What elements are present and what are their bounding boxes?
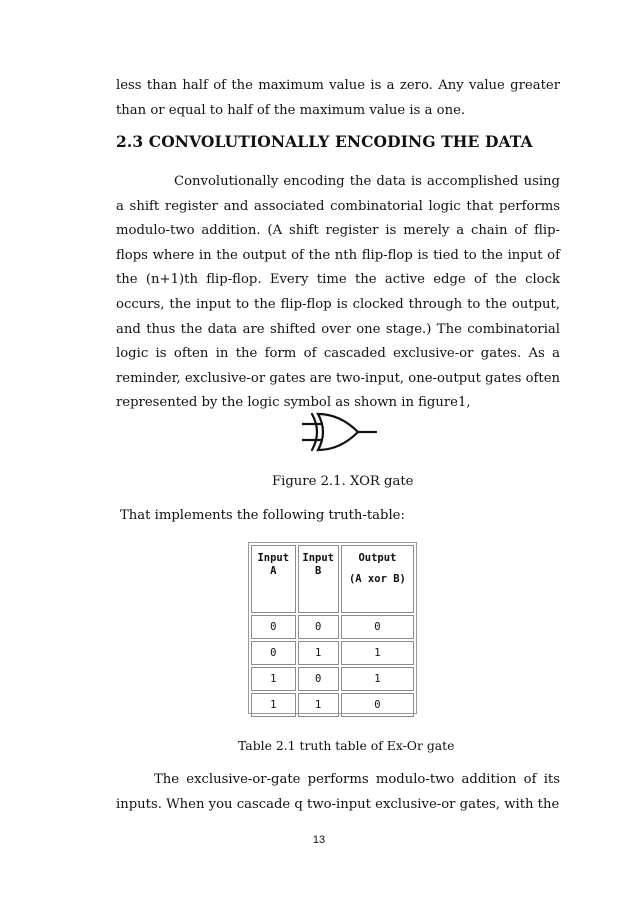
cell-output: 1 [341, 641, 414, 665]
cell-a: 1 [251, 667, 296, 691]
header-input-b-line1: Input [302, 552, 334, 564]
section-heading: 2.3 CONVOLUTIONALLY ENCODING THE DATA [116, 132, 533, 151]
cell-output: 0 [341, 693, 414, 717]
table-row [251, 641, 414, 665]
paragraph-modulo-two: The exclusive-or-gate performs modulo-two addition of its inputs. When you cascade q two-input exclusive-or gates, with the [116, 772, 560, 812]
header-output-line2: (A xor B) [348, 573, 406, 585]
header-input-b-line2: B [315, 565, 322, 577]
cell-a: 0 [251, 641, 296, 665]
header-input-a-line2: A [270, 565, 277, 577]
table-row [251, 615, 414, 639]
xor-gate-icon [302, 410, 378, 454]
truth-table-intro: That implements the following truth-table: [120, 508, 405, 523]
header-input-b [298, 545, 339, 613]
cell-b: 1 [298, 693, 339, 717]
paragraph-intro: less than half of the maximum value is a zero. Any value greater than or equal to half of the maximum value is a one. [116, 78, 560, 118]
figure-caption: Figure 2.1. XOR gate [272, 474, 414, 489]
header-output-line1: Output [358, 552, 397, 564]
cell-output: 1 [341, 667, 414, 691]
header-input-a [251, 545, 296, 613]
cell-b: 0 [298, 615, 339, 639]
table-caption: Table 2.1 truth table of Ex-Or gate [238, 738, 455, 753]
cell-a: 1 [251, 693, 296, 717]
page-number: 13 [312, 834, 326, 846]
header-output [341, 545, 414, 613]
cell-output: 0 [341, 615, 414, 639]
cell-a: 0 [251, 615, 296, 639]
cell-b: 1 [298, 641, 339, 665]
cell-b: 0 [298, 667, 339, 691]
truth-table-header [251, 545, 414, 613]
table-row [251, 667, 414, 691]
header-input-a-line1: Input [257, 552, 290, 564]
truth-table [248, 542, 417, 714]
paragraph-convolutional-encoding: Convolutionally encoding the data is accomplished using a shift register and associated combinatorial logic that performs modulo-two addition. (A shift register is merely a chain of flip-flops where in the output of the nth flip-flop is tied to the input of the (n+1)th flip-flop. Every time the active edge of the clock occurs, the input to the flip-flop is clocked through to the output, and thus the data are shifted over one stage.) The combinatorial logic is often in the form of cascaded exclusive-or gates. As a reminder, exclusive-or gates are two-input, one-output gates often represented by the logic symbol as shown in figure1, [116, 174, 560, 411]
table-row [251, 693, 414, 717]
